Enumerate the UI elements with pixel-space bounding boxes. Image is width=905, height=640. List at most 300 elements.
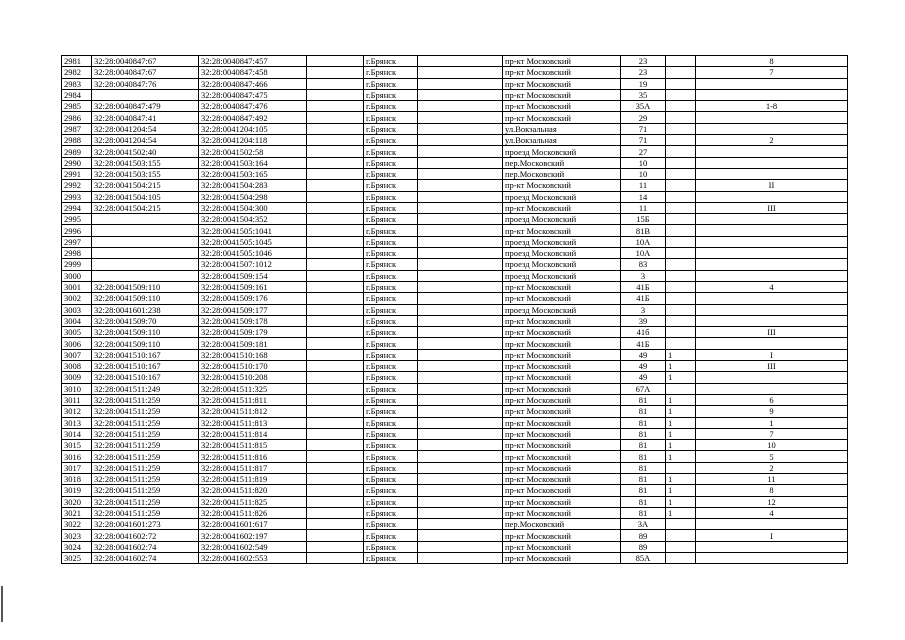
land-cadastral-number-cell — [92, 270, 199, 281]
row-number-cell: 3008 — [62, 361, 92, 372]
apartment-cell — [696, 89, 848, 100]
house-number-cell: 3 — [621, 270, 666, 281]
empty-cell — [307, 214, 364, 225]
object-cadastral-number-cell: 32:28:0041602:549 — [199, 541, 307, 552]
apartment-cell: 7 — [696, 67, 848, 78]
row-number-cell: 2998 — [62, 248, 92, 259]
street-cell: пр-кт Московский — [503, 338, 621, 349]
street-cell: проезд Московский — [503, 214, 621, 225]
city-cell: г.Брянск — [364, 327, 418, 338]
land-cadastral-number-cell: 32:28:0040847:67 — [92, 67, 199, 78]
empty-cell — [418, 553, 503, 564]
house-number-cell: 81 — [621, 440, 666, 451]
object-cadastral-number-cell: 32:28:0041511:820 — [199, 485, 307, 496]
object-cadastral-number-cell: 32:28:0041509:176 — [199, 293, 307, 304]
empty-cell — [307, 406, 364, 417]
city-cell: г.Брянск — [364, 338, 418, 349]
apartment-cell — [696, 78, 848, 89]
city-cell: г.Брянск — [364, 157, 418, 168]
building-cell: 1 — [666, 440, 696, 451]
land-cadastral-number-cell: 32:28:0041511:259 — [92, 485, 199, 496]
building-cell — [666, 553, 696, 564]
empty-cell — [307, 394, 364, 405]
house-number-cell: 10 — [621, 168, 666, 179]
land-cadastral-number-cell: 32:28:0041511:259 — [92, 394, 199, 405]
empty-cell — [418, 146, 503, 157]
apartment-cell: 8 — [696, 56, 848, 67]
land-cadastral-number-cell — [92, 248, 199, 259]
table-row — [62, 553, 848, 564]
building-cell — [666, 383, 696, 394]
building-cell: 1 — [666, 485, 696, 496]
street-cell: ул.Вокзальная — [503, 135, 621, 146]
street-cell: пр-кт Московский — [503, 293, 621, 304]
city-cell: г.Брянск — [364, 248, 418, 259]
house-number-cell: 81 — [621, 496, 666, 507]
empty-cell — [307, 372, 364, 383]
empty-cell — [307, 440, 364, 451]
city-cell: г.Брянск — [364, 383, 418, 394]
house-number-cell: 19 — [621, 78, 666, 89]
row-number-cell: 3011 — [62, 394, 92, 405]
land-cadastral-number-cell: 32:28:0041511:249 — [92, 383, 199, 394]
city-cell: г.Брянск — [364, 89, 418, 100]
street-cell: пер.Московский — [503, 519, 621, 530]
street-cell: пр-кт Московский — [503, 383, 621, 394]
row-number-cell: 3017 — [62, 462, 92, 473]
empty-cell — [307, 180, 364, 191]
building-cell — [666, 519, 696, 530]
table-row — [62, 394, 848, 405]
empty-cell — [307, 67, 364, 78]
city-cell: г.Брянск — [364, 56, 418, 67]
street-cell: проезд Московский — [503, 259, 621, 270]
house-number-cell: 35 — [621, 89, 666, 100]
apartment-cell: 1 — [696, 417, 848, 428]
building-cell — [666, 146, 696, 157]
land-cadastral-number-cell: 32:28:0041502:40 — [92, 146, 199, 157]
object-cadastral-number-cell: 32:28:0041502:58 — [199, 146, 307, 157]
building-cell — [666, 270, 696, 281]
building-cell — [666, 101, 696, 112]
object-cadastral-number-cell: 32:28:0041510:168 — [199, 349, 307, 360]
house-number-cell: 11 — [621, 202, 666, 213]
table-row — [62, 417, 848, 428]
empty-cell — [418, 327, 503, 338]
row-number-cell: 3000 — [62, 270, 92, 281]
empty-cell — [418, 406, 503, 417]
city-cell: г.Брянск — [364, 214, 418, 225]
empty-cell — [418, 214, 503, 225]
table-row — [62, 101, 848, 112]
city-cell: г.Брянск — [364, 394, 418, 405]
object-cadastral-number-cell: 32:28:0041504:283 — [199, 180, 307, 191]
empty-cell — [418, 225, 503, 236]
city-cell: г.Брянск — [364, 293, 418, 304]
row-number-cell: 2993 — [62, 191, 92, 202]
row-number-cell: 2990 — [62, 157, 92, 168]
street-cell: пр-кт Московский — [503, 67, 621, 78]
land-cadastral-number-cell: 32:28:0040847:41 — [92, 112, 199, 123]
row-number-cell: 2999 — [62, 259, 92, 270]
building-cell — [666, 248, 696, 259]
apartment-cell — [696, 315, 848, 326]
city-cell: г.Брянск — [364, 428, 418, 439]
table-row — [62, 293, 848, 304]
building-cell — [666, 281, 696, 292]
table-row — [62, 428, 848, 439]
table-row — [62, 112, 848, 123]
empty-cell — [418, 338, 503, 349]
row-number-cell: 3021 — [62, 507, 92, 518]
street-cell: пр-кт Московский — [503, 417, 621, 428]
street-cell: пр-кт Московский — [503, 530, 621, 541]
apartment-cell — [696, 270, 848, 281]
apartment-cell: 2 — [696, 135, 848, 146]
city-cell: г.Брянск — [364, 168, 418, 179]
city-cell: г.Брянск — [364, 473, 418, 484]
building-cell: 1 — [666, 473, 696, 484]
house-number-cell: 83 — [621, 259, 666, 270]
building-cell — [666, 304, 696, 315]
object-cadastral-number-cell: 32:28:0041509:179 — [199, 327, 307, 338]
building-cell — [666, 530, 696, 541]
row-number-cell: 3018 — [62, 473, 92, 484]
city-cell: г.Брянск — [364, 417, 418, 428]
object-cadastral-number-cell: 32:28:0041204:105 — [199, 123, 307, 134]
row-number-cell: 3010 — [62, 383, 92, 394]
apartment-cell: I — [696, 530, 848, 541]
city-cell: г.Брянск — [364, 519, 418, 530]
building-cell: 1 — [666, 349, 696, 360]
apartment-cell — [696, 248, 848, 259]
scan-edge-mark — [1, 586, 3, 622]
empty-cell — [307, 248, 364, 259]
apartment-cell: III — [696, 202, 848, 213]
empty-cell — [307, 541, 364, 552]
row-number-cell: 3019 — [62, 485, 92, 496]
house-number-cell: 10А — [621, 248, 666, 259]
object-cadastral-number-cell: 32:28:0041204:118 — [199, 135, 307, 146]
row-number-cell: 3012 — [62, 406, 92, 417]
street-cell: пер.Московский — [503, 168, 621, 179]
land-cadastral-number-cell: 32:28:0041511:259 — [92, 473, 199, 484]
empty-cell — [418, 530, 503, 541]
object-cadastral-number-cell: 32:28:0041510:170 — [199, 361, 307, 372]
row-number-cell: 2987 — [62, 123, 92, 134]
table-row — [62, 485, 848, 496]
object-cadastral-number-cell: 32:28:0041503:164 — [199, 157, 307, 168]
empty-cell — [307, 168, 364, 179]
land-cadastral-number-cell: 32:28:0040847:67 — [92, 56, 199, 67]
house-number-cell: 23 — [621, 56, 666, 67]
object-cadastral-number-cell: 32:28:0041505:1046 — [199, 248, 307, 259]
object-cadastral-number-cell: 32:28:0041511:325 — [199, 383, 307, 394]
table-row — [62, 383, 848, 394]
land-cadastral-number-cell: 32:28:0041503:155 — [92, 157, 199, 168]
land-cadastral-number-cell: 32:28:0041509:110 — [92, 281, 199, 292]
house-number-cell: 81 — [621, 462, 666, 473]
house-number-cell: 27 — [621, 146, 666, 157]
table-row — [62, 440, 848, 451]
object-cadastral-number-cell: 32:28:0041507:1012 — [199, 259, 307, 270]
house-number-cell: 14 — [621, 191, 666, 202]
row-number-cell: 2986 — [62, 112, 92, 123]
building-cell: 1 — [666, 451, 696, 462]
city-cell: г.Брянск — [364, 191, 418, 202]
empty-cell — [418, 270, 503, 281]
table-row — [62, 473, 848, 484]
house-number-cell: 81 — [621, 417, 666, 428]
row-number-cell: 3016 — [62, 451, 92, 462]
building-cell — [666, 112, 696, 123]
street-cell: проезд Московский — [503, 270, 621, 281]
apartment-cell — [696, 519, 848, 530]
empty-cell — [307, 485, 364, 496]
house-number-cell: 81 — [621, 406, 666, 417]
apartment-cell: 11 — [696, 473, 848, 484]
apartment-cell — [696, 293, 848, 304]
building-cell — [666, 89, 696, 100]
row-number-cell: 2996 — [62, 225, 92, 236]
object-cadastral-number-cell: 32:28:0041503:165 — [199, 168, 307, 179]
object-cadastral-number-cell: 32:28:0041509:154 — [199, 270, 307, 281]
table-row — [62, 462, 848, 473]
object-cadastral-number-cell: 32:28:0041602:553 — [199, 553, 307, 564]
apartment-cell — [696, 553, 848, 564]
apartment-cell: 1-8 — [696, 101, 848, 112]
building-cell — [666, 462, 696, 473]
empty-cell — [307, 146, 364, 157]
land-cadastral-number-cell: 32:28:0041602:74 — [92, 553, 199, 564]
table-row — [62, 361, 848, 372]
object-cadastral-number-cell: 32:28:0041511:826 — [199, 507, 307, 518]
row-number-cell: 3015 — [62, 440, 92, 451]
house-number-cell: 71 — [621, 135, 666, 146]
land-cadastral-number-cell: 32:28:0041511:259 — [92, 417, 199, 428]
city-cell: г.Брянск — [364, 67, 418, 78]
empty-cell — [307, 112, 364, 123]
empty-cell — [307, 473, 364, 484]
empty-cell — [307, 135, 364, 146]
house-number-cell: 3А — [621, 519, 666, 530]
empty-cell — [307, 202, 364, 213]
apartment-cell — [696, 214, 848, 225]
city-cell: г.Брянск — [364, 315, 418, 326]
row-number-cell: 3024 — [62, 541, 92, 552]
house-number-cell: 81 — [621, 394, 666, 405]
house-number-cell: 81 — [621, 428, 666, 439]
object-cadastral-number-cell: 32:28:0041504:298 — [199, 191, 307, 202]
building-cell — [666, 225, 696, 236]
city-cell: г.Брянск — [364, 361, 418, 372]
street-cell: пр-кт Московский — [503, 361, 621, 372]
street-cell: проезд Московский — [503, 304, 621, 315]
table-row — [62, 304, 848, 315]
object-cadastral-number-cell: 32:28:0041601:617 — [199, 519, 307, 530]
row-number-cell: 3009 — [62, 372, 92, 383]
street-cell: пр-кт Московский — [503, 451, 621, 462]
table-row — [62, 281, 848, 292]
city-cell: г.Брянск — [364, 553, 418, 564]
empty-cell — [307, 78, 364, 89]
building-cell: 1 — [666, 406, 696, 417]
empty-cell — [307, 507, 364, 518]
table-row — [62, 259, 848, 270]
city-cell: г.Брянск — [364, 349, 418, 360]
empty-cell — [418, 462, 503, 473]
empty-cell — [307, 530, 364, 541]
empty-cell — [418, 180, 503, 191]
house-number-cell: 81 — [621, 473, 666, 484]
row-number-cell: 2984 — [62, 89, 92, 100]
city-cell: г.Брянск — [364, 123, 418, 134]
empty-cell — [418, 496, 503, 507]
table-row — [62, 225, 848, 236]
street-cell: пр-кт Московский — [503, 473, 621, 484]
street-cell: пр-кт Московский — [503, 56, 621, 67]
empty-cell — [418, 67, 503, 78]
row-number-cell: 3006 — [62, 338, 92, 349]
land-cadastral-number-cell — [92, 259, 199, 270]
empty-cell — [418, 168, 503, 179]
street-cell: пр-кт Московский — [503, 281, 621, 292]
house-number-cell: 89 — [621, 530, 666, 541]
city-cell: г.Брянск — [364, 112, 418, 123]
building-cell: 1 — [666, 496, 696, 507]
empty-cell — [418, 451, 503, 462]
row-number-cell: 2985 — [62, 101, 92, 112]
building-cell — [666, 259, 696, 270]
land-cadastral-number-cell: 32:28:0040847:479 — [92, 101, 199, 112]
building-cell — [666, 56, 696, 67]
street-cell: пр-кт Московский — [503, 180, 621, 191]
land-cadastral-number-cell: 32:28:0041511:259 — [92, 462, 199, 473]
empty-cell — [418, 135, 503, 146]
building-cell — [666, 236, 696, 247]
empty-cell — [418, 191, 503, 202]
object-cadastral-number-cell: 32:28:0040847:466 — [199, 78, 307, 89]
street-cell: пр-кт Московский — [503, 541, 621, 552]
street-cell: пр-кт Московский — [503, 372, 621, 383]
apartment-cell: 8 — [696, 485, 848, 496]
object-cadastral-number-cell: 32:28:0041509:177 — [199, 304, 307, 315]
table-row — [62, 530, 848, 541]
land-cadastral-number-cell — [92, 236, 199, 247]
city-cell: г.Брянск — [364, 406, 418, 417]
row-number-cell: 3020 — [62, 496, 92, 507]
empty-cell — [307, 383, 364, 394]
empty-cell — [307, 191, 364, 202]
apartment-cell: I — [696, 349, 848, 360]
apartment-cell: 4 — [696, 507, 848, 518]
empty-cell — [307, 338, 364, 349]
empty-cell — [307, 236, 364, 247]
object-cadastral-number-cell: 32:28:0041511:819 — [199, 473, 307, 484]
street-cell: проезд Московский — [503, 236, 621, 247]
empty-cell — [307, 417, 364, 428]
building-cell — [666, 541, 696, 552]
apartment-cell — [696, 338, 848, 349]
land-cadastral-number-cell — [92, 89, 199, 100]
house-number-cell: 49 — [621, 372, 666, 383]
apartment-cell — [696, 541, 848, 552]
land-cadastral-number-cell: 32:28:0041509:110 — [92, 338, 199, 349]
land-cadastral-number-cell: 32:28:0041602:74 — [92, 541, 199, 552]
table-row — [62, 248, 848, 259]
empty-cell — [418, 485, 503, 496]
table-row — [62, 89, 848, 100]
empty-cell — [418, 372, 503, 383]
table-row — [62, 56, 848, 67]
empty-cell — [307, 293, 364, 304]
land-cadastral-number-cell: 32:28:0041511:259 — [92, 440, 199, 451]
building-cell: 1 — [666, 361, 696, 372]
apartment-cell — [696, 146, 848, 157]
house-number-cell: 3 — [621, 304, 666, 315]
city-cell: г.Брянск — [364, 541, 418, 552]
empty-cell — [307, 462, 364, 473]
row-number-cell: 2989 — [62, 146, 92, 157]
empty-cell — [418, 383, 503, 394]
apartment-cell: 7 — [696, 428, 848, 439]
city-cell: г.Брянск — [364, 101, 418, 112]
house-number-cell: 15Б — [621, 214, 666, 225]
table-row — [62, 451, 848, 462]
object-cadastral-number-cell: 32:28:0041509:181 — [199, 338, 307, 349]
object-cadastral-number-cell: 32:28:0041511:812 — [199, 406, 307, 417]
table-row — [62, 191, 848, 202]
row-number-cell: 3013 — [62, 417, 92, 428]
land-cadastral-number-cell: 32:28:0041511:259 — [92, 496, 199, 507]
object-cadastral-number-cell: 32:28:0041511:814 — [199, 428, 307, 439]
city-cell: г.Брянск — [364, 270, 418, 281]
empty-cell — [418, 259, 503, 270]
house-number-cell: 10 — [621, 157, 666, 168]
empty-cell — [418, 236, 503, 247]
land-cadastral-number-cell — [92, 214, 199, 225]
land-cadastral-number-cell: 32:28:0041509:70 — [92, 315, 199, 326]
object-cadastral-number-cell: 32:28:0041505:1041 — [199, 225, 307, 236]
empty-cell — [307, 89, 364, 100]
apartment-cell — [696, 112, 848, 123]
apartment-cell: 2 — [696, 462, 848, 473]
city-cell: г.Брянск — [364, 451, 418, 462]
object-cadastral-number-cell: 32:28:0041511:815 — [199, 440, 307, 451]
house-number-cell: 49 — [621, 361, 666, 372]
city-cell: г.Брянск — [364, 485, 418, 496]
empty-cell — [418, 349, 503, 360]
table-row — [62, 270, 848, 281]
building-cell — [666, 214, 696, 225]
street-cell: проезд Московский — [503, 146, 621, 157]
city-cell: г.Брянск — [364, 202, 418, 213]
table-row — [62, 135, 848, 146]
table-row — [62, 180, 848, 191]
row-number-cell: 3007 — [62, 349, 92, 360]
row-number-cell: 2994 — [62, 202, 92, 213]
table-row — [62, 338, 848, 349]
object-cadastral-number-cell: 32:28:0040847:458 — [199, 67, 307, 78]
city-cell: г.Брянск — [364, 440, 418, 451]
row-number-cell: 3002 — [62, 293, 92, 304]
house-number-cell: 71 — [621, 123, 666, 134]
street-cell: пр-кт Московский — [503, 327, 621, 338]
table-row — [62, 236, 848, 247]
table-row — [62, 349, 848, 360]
building-cell — [666, 123, 696, 134]
city-cell: г.Брянск — [364, 372, 418, 383]
